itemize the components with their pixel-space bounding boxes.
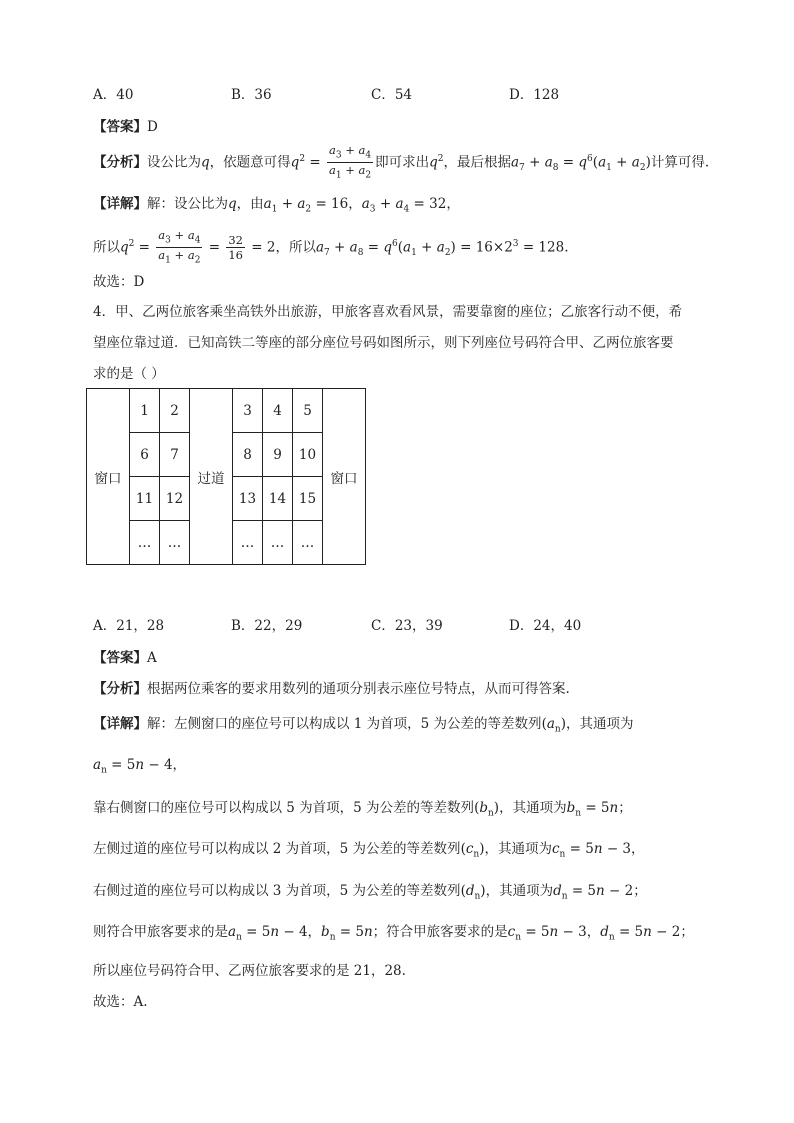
q4-detail-6: 则符合甲旅客要求的是$a_n = 5n - 4$，$b_n = 5n$；符合甲旅客要求的是$c_n = 5n - 3$，$d_n = 5n - 2$； (93, 924, 694, 943)
q4-stem-line-1: 4．甲、乙两位旅客乘坐高铁外出旅游，甲旅客喜欢看风景，需要靠窗的座位；乙旅客行动不便，希 (93, 304, 683, 320)
seat-cell: 4 (263, 389, 293, 433)
seat-cell: 6 (130, 433, 160, 477)
q4-analysis: 【分析】根据两位乘客的要求用数列的通项分别表示座位号特点，从而可得答案. (93, 681, 570, 697)
q4-option-b: B．22，29 (231, 618, 303, 634)
q3-options (93, 83, 693, 101)
seat-cell: 7 (160, 433, 190, 477)
q4-option-d: D．24，40 (509, 618, 582, 634)
q3-option-b: B．36 (231, 87, 272, 103)
q4-conclusion: 所以座位号码符合甲、乙两位旅客要求的是 21，28. (93, 963, 406, 979)
seat-cell: 12 (160, 477, 190, 521)
q4-stem-line-3: 求的是（ ） (93, 366, 165, 382)
q3-so: 所以$q^2$ = $\frac{a_3 + a_4}{a_1 + a_2}$ = $\frac{32}{16}$ = 2，所以$a_7 + a_8 = q^6(a_1 + a_2) = 16\times 2^3 = 128$. (93, 228, 569, 266)
seat-table (86, 388, 366, 565)
q3-option-d: D．128 (509, 87, 560, 103)
q4-option-a: A．21，28 (93, 618, 165, 634)
seat-cell: 3 (233, 389, 263, 433)
seat-cell: 11 (130, 477, 160, 521)
seat-cell: 2 (160, 389, 190, 433)
fraction: $\frac{a_3 + a_4}{a_1 + a_2}$ (158, 228, 201, 266)
q3-answer: 【答案】D (93, 119, 158, 135)
seat-cell: 10 (293, 433, 323, 477)
seat-cell: 9 (263, 433, 293, 477)
q3-detail: 【详解】解：设公比为q，由$a_1 + a_2 = 16$，$a_3 + a_4 = 32$， (93, 196, 460, 215)
q4-detail-2: $a_n = 5n - 4$， (93, 757, 187, 776)
seat-cell: 1 (130, 389, 160, 433)
q4-detail-1: 【详解】解：左侧窗口的座位号可以构成以 1 为首项，5 为公差的等差数列$(a_n)$，其通项为 (93, 716, 634, 735)
q3-choose: 故选：D (93, 274, 145, 290)
q4-options (93, 614, 693, 632)
q4-detail-5: 右侧过道的座位号可以构成以 3 为首项，5 为公差的等差数列$(d_n)$，其通项为$d_n = 5n - 2$； (93, 883, 647, 902)
seat-cell: … (130, 521, 160, 565)
seat-cell: 13 (233, 477, 263, 521)
q3-option-c: C．54 (371, 87, 413, 103)
q4-detail-4: 左侧过道的座位号可以构成以 2 为首项，5 为公差的等差数列$(c_n)$，其通项为$c_n = 5n - 3$， (93, 841, 645, 860)
aisle-label: 过道 (190, 389, 233, 565)
seat-cell: 8 (233, 433, 263, 477)
seat-cell: 14 (263, 477, 293, 521)
q4-option-c: C．23，39 (371, 618, 443, 634)
seat-cell: 5 (293, 389, 323, 433)
q4-detail-3: 靠右侧窗口的座位号可以构成以 5 为首项，5 为公差的等差数列$(b_n)$，其通项为$b_n = 5n$； (93, 800, 632, 819)
q4-stem-line-2: 望座位靠过道．已知高铁二等座的部分座位号码如图所示，则下列座位号码符合甲、乙两位旅客要 (93, 335, 674, 351)
fraction: $\frac{a_3 + a_4}{a_1 + a_2}$ (328, 143, 372, 181)
seat-cell: … (293, 521, 323, 565)
fraction: $\frac{32}{16}$ (228, 233, 243, 263)
window-left-label: 窗口 (87, 389, 130, 565)
seat-cell: … (160, 521, 190, 565)
q3-analysis: 【分析】设公比为q，依题意可得$q^2$ = $\frac{a_3 + a_4}{a_1 + a_2}$ 即可求出$q^2$，最后根据$a_7 + a_8 = q^6(a_1 + a_2)$计算可得. (93, 143, 710, 181)
seat-cell: … (233, 521, 263, 565)
seat-cell: … (263, 521, 293, 565)
q4-answer: 【答案】A (93, 650, 157, 666)
q3-option-a: A．40 (93, 87, 134, 103)
q4-choose: 故选：A. (93, 994, 148, 1010)
seat-cell: 15 (293, 477, 323, 521)
window-right-label: 窗口 (323, 389, 366, 565)
